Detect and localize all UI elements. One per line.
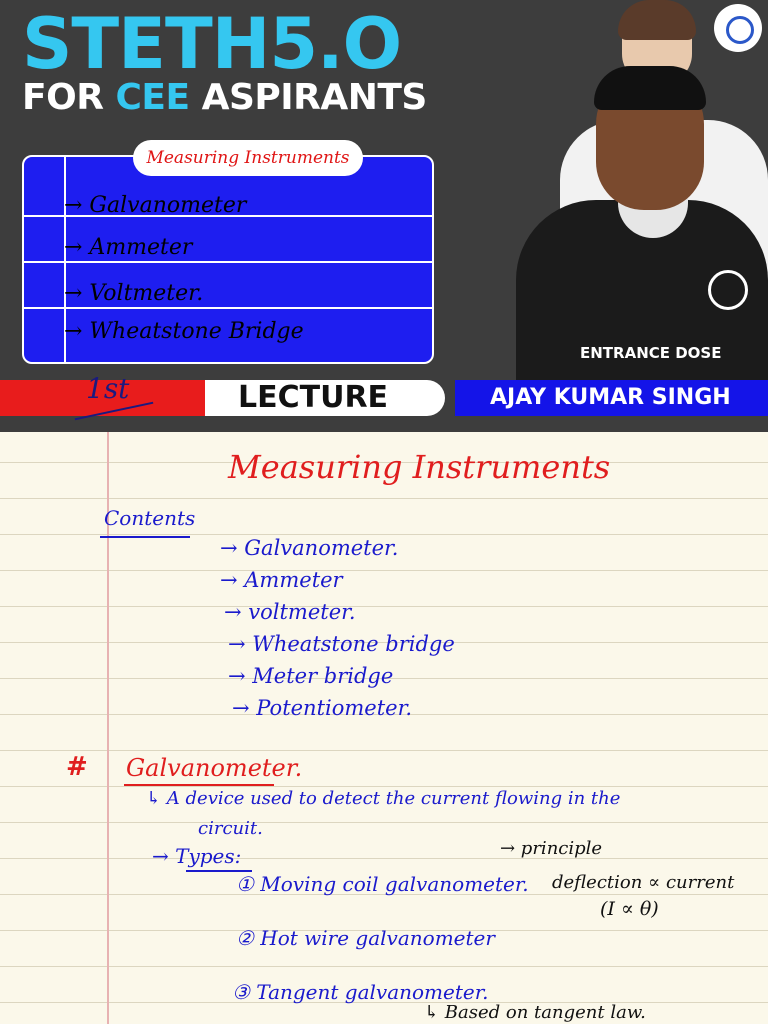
- type-item: ③ Tangent galvanometer.: [232, 980, 489, 1004]
- lecture-label: LECTURE: [238, 380, 389, 415]
- board-item: → Voltmeter.: [64, 281, 204, 306]
- deflection-note: deflection ∝ current: [552, 872, 735, 893]
- instructor-hair: [594, 66, 706, 110]
- ruled-line: [0, 570, 768, 571]
- ruled-line: [0, 498, 768, 499]
- board-rule: [24, 307, 432, 309]
- board-item: → Galvanometer: [64, 193, 247, 218]
- contents-item: → Galvanometer.: [220, 536, 399, 560]
- principle-note: → principle: [500, 838, 603, 859]
- shirt-logo-icon: [708, 270, 748, 310]
- topics-board: [22, 155, 434, 364]
- board-item: → Wheatstone Bridge: [64, 319, 304, 344]
- definition-line: ↳ A device used to detect the current flowing in the: [146, 788, 621, 809]
- contents-item: → Potentiometer.: [232, 696, 412, 720]
- teacher-name: AJAY KUMAR SINGH: [490, 385, 731, 410]
- ruled-line: [0, 966, 768, 967]
- lecture-thumbnail-banner: [0, 0, 768, 432]
- board-label: Measuring Instruments: [146, 148, 350, 168]
- board-label-pill: [133, 140, 363, 176]
- type-item: ① Moving coil galvanometer.: [236, 872, 529, 896]
- ruled-line: [0, 606, 768, 607]
- type-item: ② Hot wire galvanometer: [236, 926, 495, 950]
- board-item: → Ammeter: [64, 235, 193, 260]
- subtitle-accent: CEE: [115, 77, 190, 118]
- lecture-number: 1st: [86, 372, 130, 405]
- handwritten-notes-page: [0, 432, 768, 1024]
- stethoscope-icon: [726, 16, 754, 44]
- ruled-line: [0, 822, 768, 823]
- instructor-photo: [500, 0, 768, 380]
- section-heading-underline: [124, 784, 274, 786]
- ruled-line: [0, 750, 768, 751]
- section-mark: #: [66, 752, 88, 782]
- contents-heading: Contents: [104, 506, 196, 530]
- tangent-note: ↳ Based on tangent law.: [424, 1002, 646, 1023]
- subtitle-prefix: FOR: [22, 77, 116, 118]
- types-heading: → Types:: [152, 844, 242, 868]
- course-subtitle: [22, 78, 427, 118]
- subtitle-suffix: ASPIRANTS: [189, 77, 427, 118]
- contents-item: → voltmeter.: [224, 600, 356, 624]
- course-title: STETH5.O: [22, 3, 402, 85]
- ruled-line: [0, 534, 768, 535]
- contents-item: → Ammeter: [220, 568, 343, 592]
- board-rule: [24, 261, 432, 263]
- lecture-strip: [0, 372, 768, 416]
- ruled-line: [0, 858, 768, 859]
- definition-line: circuit.: [198, 818, 263, 839]
- contents-item: → Meter bridge: [228, 664, 394, 688]
- notes-title: Measuring Instruments: [228, 448, 611, 486]
- doctor-illustration-hair: [618, 0, 696, 40]
- proportion-note: (I ∝ θ): [600, 898, 659, 920]
- ruled-line: [0, 786, 768, 787]
- section-heading: Galvanometer.: [126, 754, 303, 782]
- contents-underline: [100, 536, 190, 538]
- channel-logo-icon: [714, 4, 762, 52]
- contents-item: → Wheatstone bridge: [228, 632, 455, 656]
- shirt-print: ENTRANCE DOSE: [580, 344, 722, 362]
